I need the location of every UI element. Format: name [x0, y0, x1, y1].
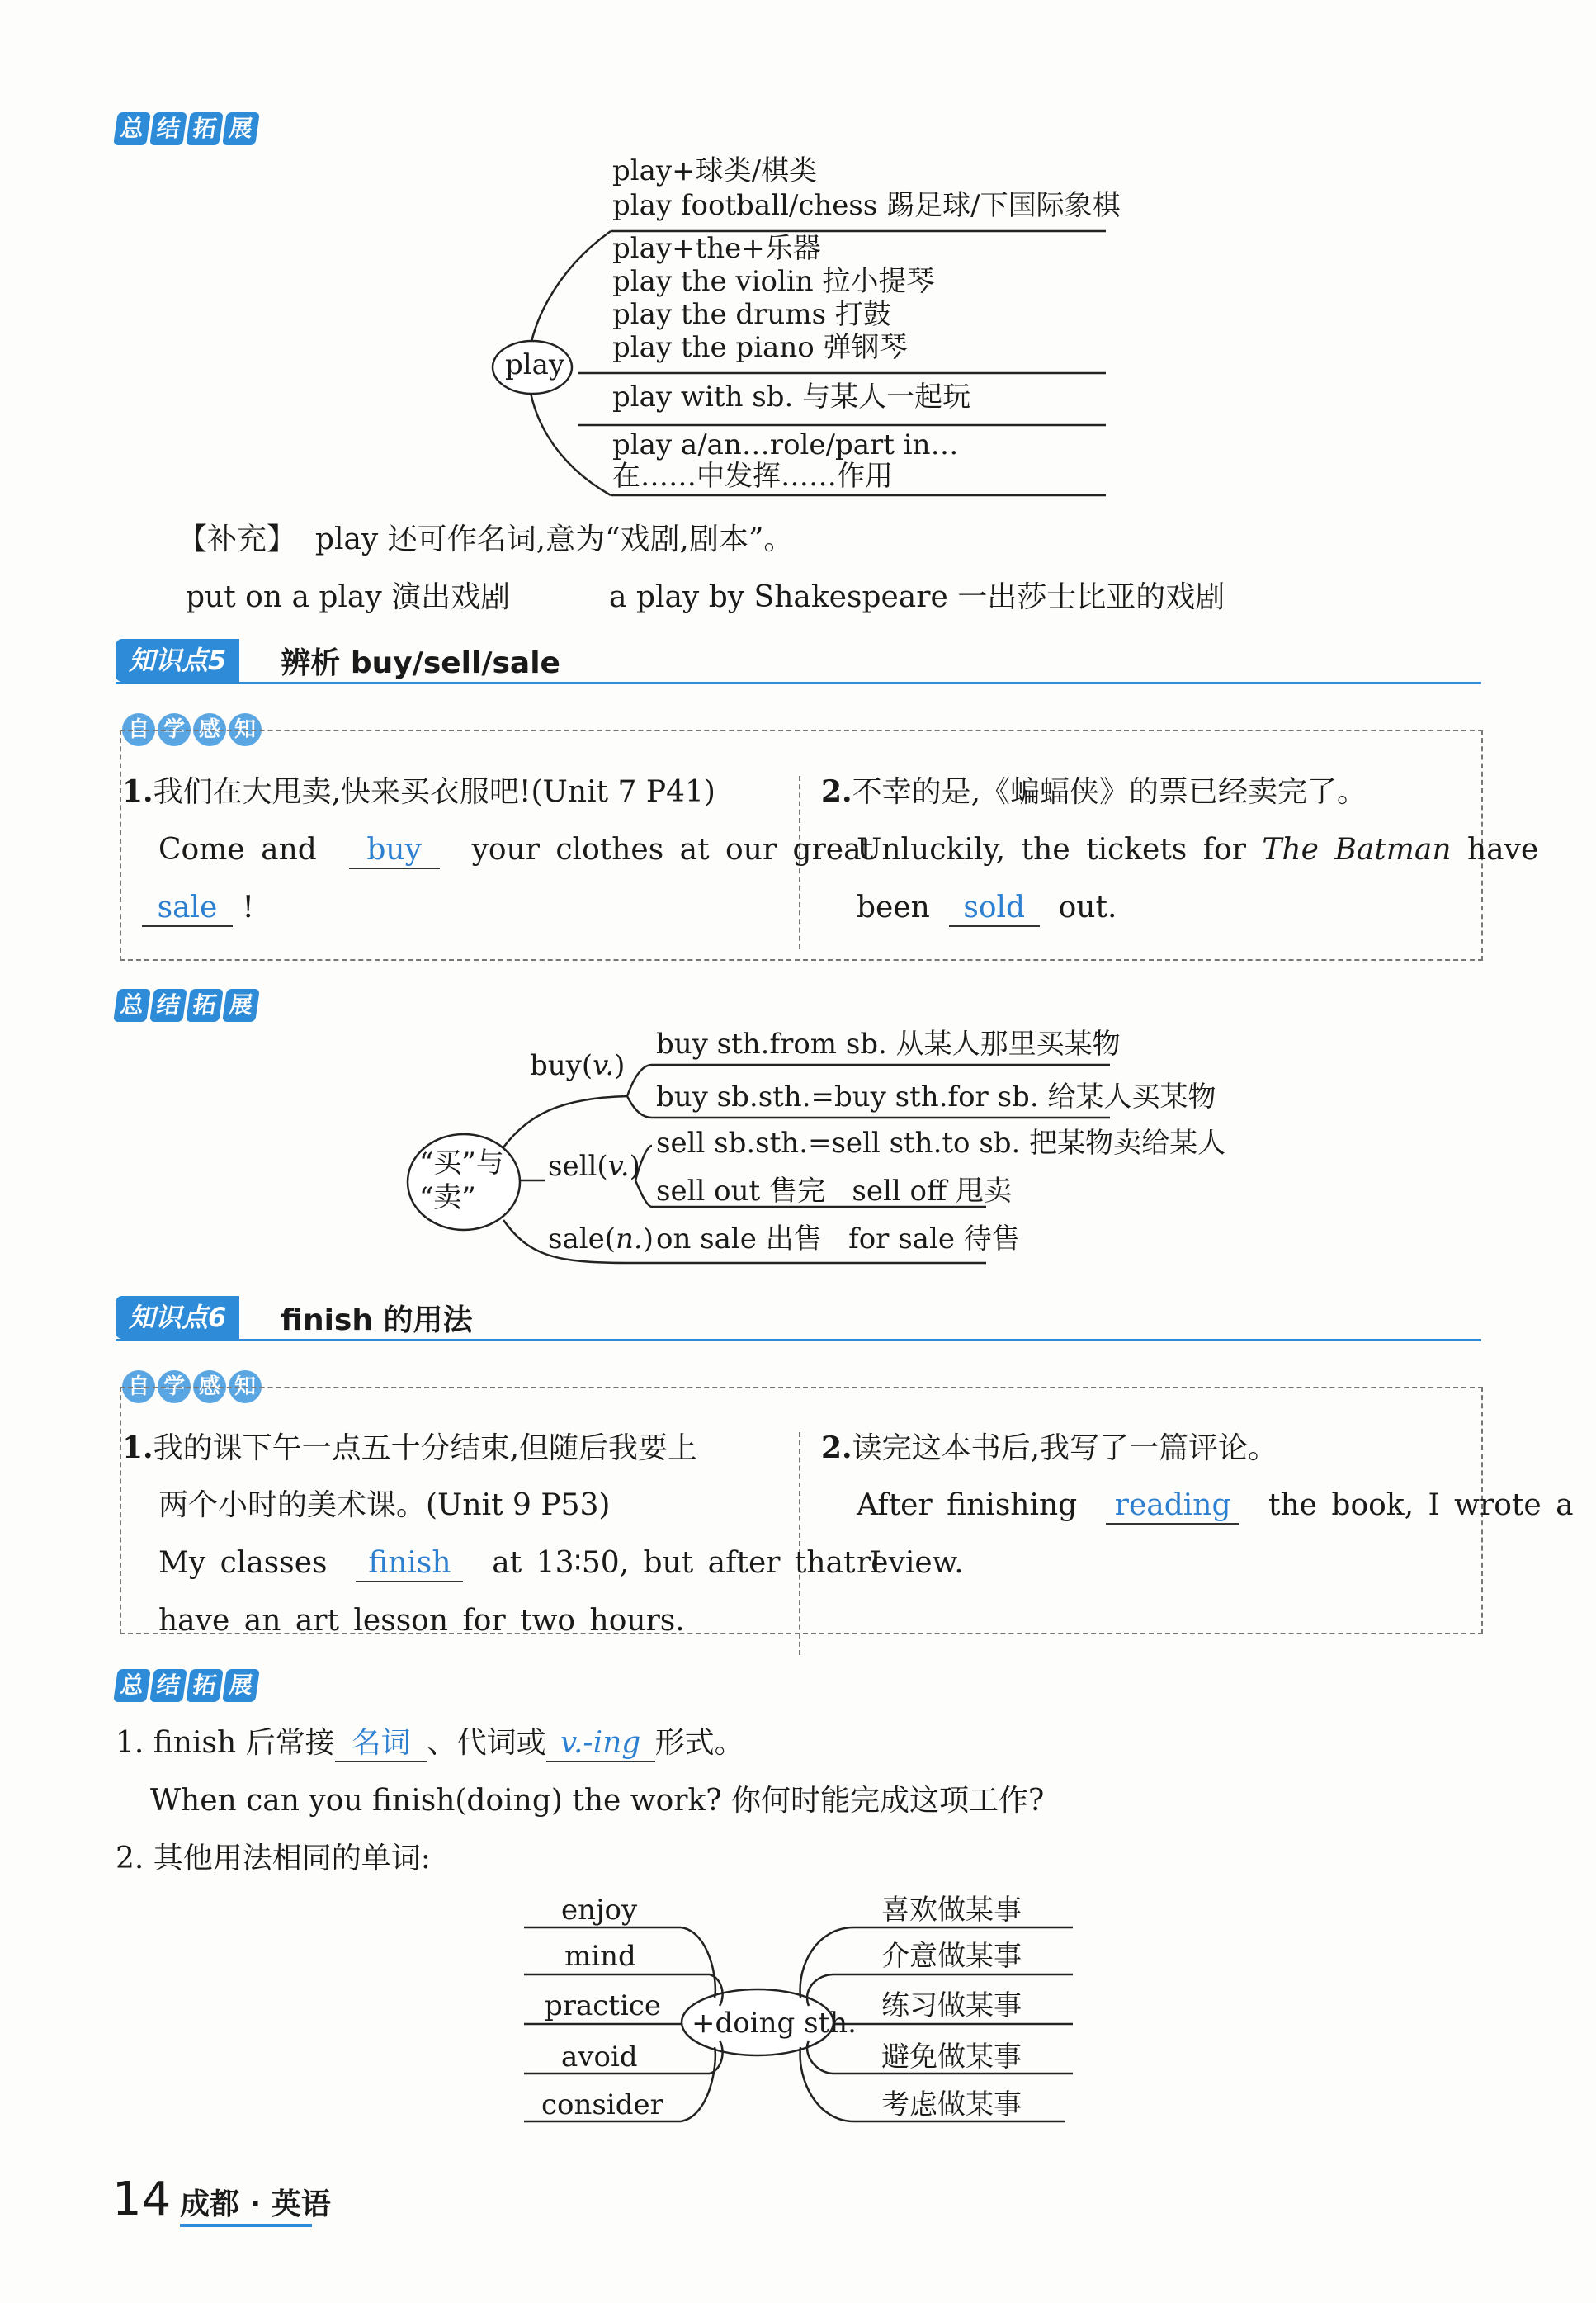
verb-enjoy: enjoy — [561, 1894, 638, 1927]
page-number: 14 — [112, 2173, 172, 2226]
kp5-q1-answer-2: sale — [142, 890, 233, 927]
verb-mind: mind — [564, 1940, 636, 1973]
kp5-q1-en-line2: sale ! — [142, 890, 254, 927]
kp5-q2-cn: 2.不幸的是,《蝙蝠侠》的票已经卖完了。 — [821, 774, 1367, 809]
self-study-badge: 自 学 感 知 — [122, 713, 262, 746]
play-line-7: play with sb. 与某人一起玩 — [612, 381, 971, 414]
play-line-4: play the violin 拉小提琴 — [612, 265, 935, 298]
kp5-title: 辨析 buy/sell/sale — [281, 646, 560, 680]
kp6-divider — [799, 1432, 800, 1655]
kp6-q1-en-line2: have an art lesson for two hours. — [158, 1604, 685, 1638]
sale-line-1: on sale 出售 for sale 待售 — [656, 1222, 1020, 1256]
sale-label: sale(n.) — [548, 1222, 654, 1256]
buy-sell-center-2: “卖” — [419, 1181, 476, 1214]
kp6-q2-cn: 2.读完这本书后,我写了一篇评论。 — [821, 1431, 1278, 1465]
verb-practice: practice — [545, 1989, 662, 2022]
kp6-q1-answer-1: finish — [356, 1545, 463, 1582]
kp6-title: finish 的用法 — [281, 1303, 473, 1337]
finish-summary-2: 2. 其他用法相同的单词: — [116, 1842, 431, 1875]
doing-center: +doing sth. — [692, 2007, 857, 2040]
play-example-1: put on a play 演出戏剧 — [186, 580, 511, 614]
kp5-q1-en: Come and buy your clothes at our great — [158, 832, 873, 869]
kp6-q1-cn-2: 两个小时的美术课。(Unit 9 P53) — [158, 1488, 611, 1522]
kp6-tag: 知识点6 — [116, 1296, 239, 1339]
self-study-badge-2: 自 学 感 知 — [122, 1370, 262, 1403]
kp6-header — [116, 1296, 473, 1339]
play-line-1: play+球类/棋类 — [612, 154, 818, 187]
play-line-8: play a/an…role/part in… — [612, 428, 959, 461]
finish-summary-1: 1. finish 后常接 名词 、代词或 v.-ing 形式。 — [116, 1725, 744, 1762]
kp5-tag: 知识点5 — [116, 639, 239, 682]
meaning-consider: 考虑做某事 — [881, 2088, 1022, 2121]
verb-avoid: avoid — [561, 2041, 638, 2074]
buy-sell-center-1: “买”与 — [419, 1147, 504, 1180]
footer-underline — [180, 2224, 312, 2227]
buy-line-1: buy sth.from sb. 从某人那里买某物 — [656, 1028, 1121, 1061]
kp6-q1-en: My classes finish at 13∶50, but after that I — [158, 1545, 881, 1582]
sell-label: sell(v.) — [548, 1150, 640, 1183]
meaning-mind: 介意做某事 — [881, 1940, 1022, 1973]
play-center: play — [505, 348, 565, 381]
kp5-q2-answer-1: sold — [949, 890, 1040, 927]
verb-consider: consider — [541, 2088, 663, 2121]
kp6-q2-answer-1: reading — [1106, 1487, 1239, 1525]
play-line-3: play+the+乐器 — [612, 232, 821, 265]
kp6-q2-en: After finishing reading the book, I wrote a — [857, 1487, 1574, 1525]
summary-badge: 总 结 拓 展 — [116, 112, 257, 145]
kp6-q2-en-line2: review. — [857, 1546, 964, 1580]
meaning-enjoy: 喜欢做某事 — [881, 1894, 1022, 1927]
finish-summary-answer-1: 名词 — [335, 1725, 427, 1762]
buy-line-2: buy sb.sth.=buy sth.for sb. 给某人买某物 — [656, 1081, 1216, 1114]
buy-label: buy(v.) — [530, 1049, 626, 1082]
kp5-header — [116, 639, 560, 682]
play-line-2: play football/chess 踢足球/下国际象棋 — [612, 189, 1121, 222]
kp5-q1-answer-1: buy — [349, 832, 440, 869]
play-line-9: 在……中发挥……作用 — [612, 460, 893, 493]
kp6-q1-cn-1: 1.我的课下午一点五十分结束,但随后我要上 — [122, 1431, 698, 1465]
meaning-practice: 练习做某事 — [881, 1989, 1022, 2022]
play-line-6: play the piano 弹钢琴 — [612, 331, 908, 364]
kp5-q1-cn: 1.我们在大甩卖,快来买衣服吧!(Unit 7 P41) — [122, 774, 715, 809]
meaning-avoid: 避免做某事 — [881, 2041, 1022, 2074]
summary-badge-3: 总 结 拓 展 — [116, 1669, 257, 1702]
sell-line-2: sell out 售完 sell off 甩卖 — [656, 1175, 1012, 1208]
supplement: 【补充】 play 还可作名词,意为“戏剧,剧本”。 — [177, 523, 794, 556]
summary-badge-2: 总 结 拓 展 — [116, 989, 257, 1022]
kp5-underline — [116, 682, 1481, 684]
sell-line-1: sell sb.sth.=sell sth.to sb. 把某物卖给某人 — [656, 1127, 1226, 1160]
kp5-q2-en-line2: been sold out. — [857, 890, 1117, 927]
page-label: 成都 · 英语 — [180, 2187, 331, 2221]
kp5-q2-en: Unluckily, the tickets for The Batman have — [857, 833, 1539, 867]
kp6-underline — [116, 1339, 1481, 1341]
finish-summary-example: When can you finish(doing) the work? 你何时能完成这项工作? — [150, 1784, 1045, 1818]
finish-summary-answer-2: v.-ing — [546, 1725, 655, 1762]
play-example-2: a play by Shakespeare 一出莎士比亚的戏剧 — [609, 580, 1225, 614]
play-line-5: play the drums 打鼓 — [612, 298, 891, 331]
